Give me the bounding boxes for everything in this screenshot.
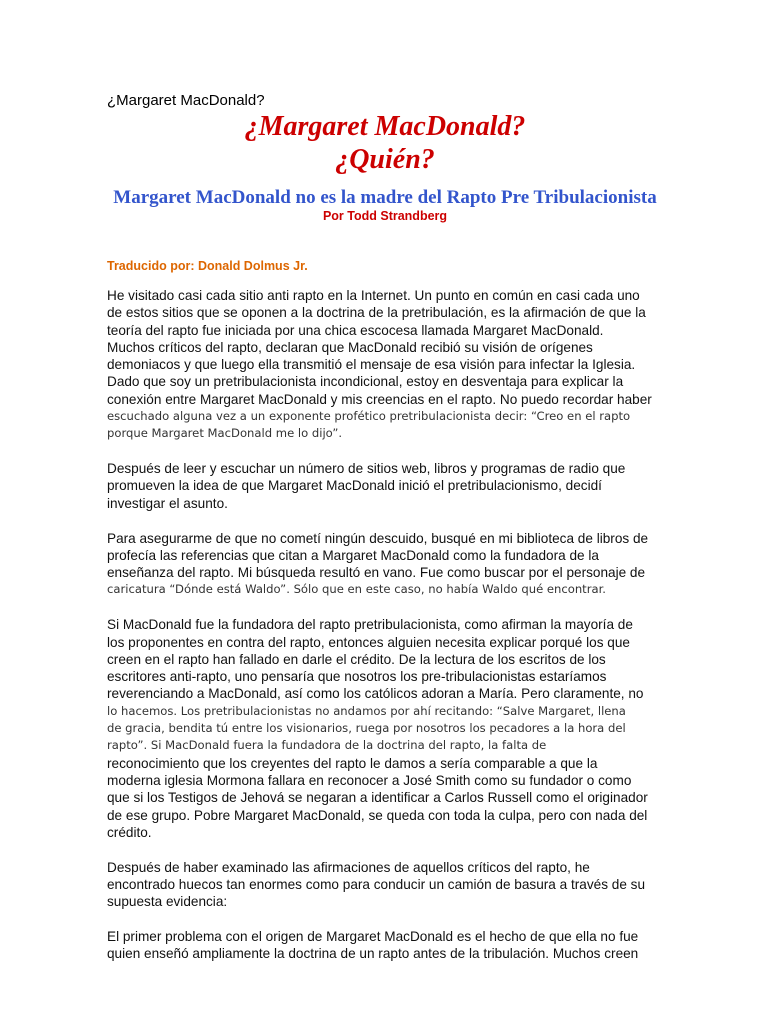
- paragraph-line: de gracia, bendita tú entre los visionarios, ruega por nosotros los pecadores a la hora del: [107, 721, 626, 736]
- paragraph-line: investigar el asunto.: [107, 495, 228, 511]
- paragraph-line: enseñanza del rapto. Mi búsqueda resultó en vano. Fue como buscar por el personaje de: [107, 565, 646, 581]
- paragraph-line: que si los Testigos de Jehová se negaran a identificar a Carlos Russell como el originador: [107, 790, 648, 806]
- body-paragraph: [107, 616, 663, 841]
- document-main-title: [107, 110, 663, 176]
- paragraph-line: teoría del rapto fue iniciada por una chica escocesa llamada Margaret MacDonald.: [107, 322, 604, 338]
- paragraph-line: Después de haber examinado las afirmaciones de aquellos críticos del rapto, he: [107, 859, 590, 875]
- paragraph-line: porque Margaret MacDonald me lo dijo”.: [107, 426, 343, 441]
- author-byline: Por Todd Strandberg: [322, 209, 448, 223]
- paragraph-line: rapto”. Si MacDonald fuera la fundadora de la doctrina del rapto, la falta de: [107, 738, 547, 753]
- paragraph-line: reverenciando a MacDonald, así como los católicos adoran a María. Pero claramente, no: [107, 686, 644, 702]
- body-paragraph: [107, 859, 663, 911]
- paragraph-line: Dado que soy un pretribulacionista incondicional, estoy en desventaja para explicar la: [107, 374, 624, 390]
- paragraph-line: crédito.: [107, 824, 152, 840]
- paragraph-line: caricatura “Dónde está Waldo”. Sólo que en este caso, no había Waldo qué encontrar.: [107, 582, 606, 597]
- paragraph-line: de estos sitios que se oponen a la doctrina de la pretribulación, es la afirmación de que la: [107, 305, 646, 321]
- paragraph-line: escritores anti-rapto, uno pensaría que nosotros los pre-tribulacionistas estaríamos: [107, 669, 607, 685]
- article-subtitle: Margaret MacDonald no es la madre del Rapto Pre Tribulacionista: [113, 187, 657, 208]
- paragraph-line: creen en el rapto han fallado en darle el crédito. De la lectura de los escritos de los: [107, 651, 606, 667]
- paragraph-line: Para asegurarme de que no cometí ningún descuido, busqué en mi biblioteca de libros de: [107, 530, 649, 546]
- main-title-line-1: ¿Margaret MacDonald?: [244, 111, 526, 142]
- main-title-line-2: ¿Quién?: [335, 144, 435, 175]
- paragraph-line: He visitado casi cada sitio anti rapto en la Internet. Un punto en común en casi cada uno: [107, 288, 640, 303]
- translator-credit: Traducido por: Donald Dolmus Jr.: [107, 259, 308, 273]
- document-small-title: ¿Margaret MacDonald?: [107, 92, 265, 109]
- paragraph-line: conexión entre Margaret MacDonald y mis creencias en el rapto. No puedo recordar haber: [107, 391, 652, 407]
- paragraph-line: los proponentes en contra del rapto, entonces alguien necesita explicar porqué los que: [107, 634, 630, 650]
- paragraph-line: Muchos críticos del rapto, declaran que MacDonald recibió su visión de orígenes: [107, 339, 593, 355]
- paragraph-line: promueven la idea de que Margaret MacDonald inició el pretribulacionismo, decidí: [107, 478, 602, 494]
- paragraph-line: El primer problema con el origen de Margaret MacDonald es el hecho de que ella no fue: [107, 929, 639, 944]
- paragraph-line: demoniacos y que luego ella transmitió el mensaje de esa visión para infectar la Iglesia.: [107, 357, 636, 373]
- body-paragraph: [107, 460, 663, 512]
- article-body: [107, 287, 663, 980]
- paragraph-line: de ese grupo. Pobre Margaret MacDonald, se queda con toda la culpa, pero con nada del: [107, 807, 648, 823]
- paragraph-line: Después de leer y escuchar un número de sitios web, libros y programas de radio que: [107, 461, 626, 477]
- paragraph-line: encontrado huecos tan enormes como para conducir un camión de basura a través de su: [107, 876, 646, 892]
- paragraph-line: quien enseñó ampliamente la doctrina de un rapto antes de la tribulación. Muchos creen: [107, 946, 639, 962]
- paragraph-line: lo hacemos. Los pretribulacionistas no andamos por ahí recitando: “Salve Margaret, llena: [107, 703, 626, 718]
- body-paragraph: [107, 530, 663, 599]
- paragraph-line: reconocimiento que los creyentes del rapto le damos a sería comparable a que la: [107, 755, 598, 771]
- paragraph-line: escuchado alguna vez a un exponente profético pretribulacionista decir: “Creo en el rapto: [107, 409, 631, 424]
- paragraph-line: profecía las referencias que citan a Margaret MacDonald como la fundadora de la: [107, 547, 599, 563]
- paragraph-line: moderna iglesia Mormona fallara en reconocer a José Smith como su fundador o como: [107, 772, 632, 788]
- paragraph-line: supuesta evidencia:: [107, 894, 228, 910]
- paragraph-line: Si MacDonald fue la fundadora del rapto pretribulacionista, como afirman la mayoría de: [107, 617, 633, 633]
- body-paragraph: [107, 287, 663, 443]
- body-paragraph: [107, 928, 663, 963]
